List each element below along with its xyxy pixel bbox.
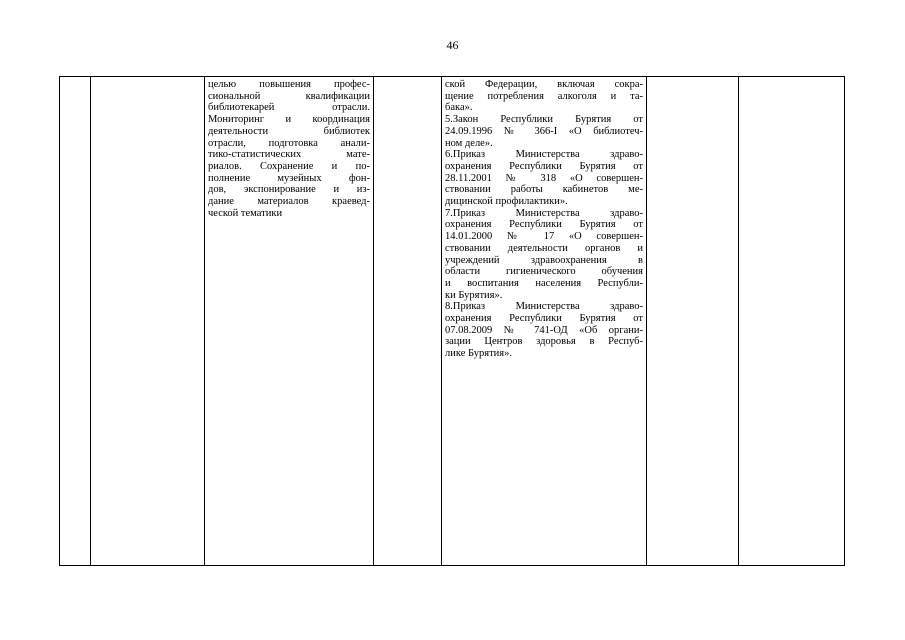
text-line: щение потребления алкоголя и та- — [445, 90, 643, 102]
description-lines — [208, 79, 370, 219]
text-line: 8.Приказ Министерства здраво- — [445, 301, 643, 313]
text-line: учреждений здравоохранения в — [445, 254, 643, 266]
text-line: области гигиенического обучения — [445, 266, 643, 278]
table-row — [60, 77, 845, 566]
text-line: 28.11.2001 № 318 «О совершен- — [445, 172, 643, 184]
text-line: 7.Приказ Министерства здраво- — [445, 207, 643, 219]
text-line: охранения Республики Бурятия от — [445, 313, 643, 325]
text-line: сиональной квалификации — [208, 90, 370, 102]
text-line: ном деле». — [445, 137, 493, 149]
text-line: бака». — [445, 102, 473, 114]
text-line: 14.01.2000 № 17 «О совершен- — [445, 231, 643, 243]
text-line: ствовании деятельности органов и — [445, 242, 643, 254]
text-line: лике Бурятия». — [445, 348, 512, 360]
text-line: 6.Приказ Министерства здраво- — [445, 149, 643, 161]
table-cell-col6 — [647, 77, 739, 566]
text-line: 5.Закон Республики Бурятия от — [445, 114, 643, 126]
text-line: библиотекарей отрасли. — [208, 102, 370, 114]
document-table — [59, 76, 845, 566]
text-line: отрасли, подготовка анали- — [208, 137, 370, 149]
text-line: и воспитания населения Республи- — [445, 277, 643, 289]
text-line: полнение музейных фон- — [208, 172, 370, 184]
text-line: 24.09.1996 № 366-I «О библиотеч- — [445, 125, 643, 137]
text-line: ческой тематики — [208, 207, 283, 219]
text-line: Мониторинг и координация — [208, 114, 370, 126]
table-cell-legal-basis — [442, 77, 647, 566]
text-line: деятельности библиотек — [208, 125, 370, 137]
table-cell-col2 — [91, 77, 205, 566]
text-line: целью повышения профес- — [208, 79, 370, 90]
text-line: охранения Республики Бурятия от — [445, 219, 643, 231]
text-line: тико-статистических мате- — [208, 149, 370, 161]
text-line: дов, экспонирование и из- — [208, 184, 370, 196]
table-cell-description — [205, 77, 374, 566]
table-cell-col1 — [60, 77, 91, 566]
text-line: риалов. Сохранение и по- — [208, 160, 370, 172]
table-cell-col7 — [739, 77, 845, 566]
text-line: ки Бурятия». — [445, 289, 503, 301]
text-line: дание материалов краевед- — [208, 196, 370, 208]
text-line: ствовании работы кабинетов ме- — [445, 184, 643, 196]
table-cell-col4 — [374, 77, 442, 566]
text-line: 07.08.2009 № 741-ОД «Об органи- — [445, 324, 643, 336]
text-line: ской Федерации, включая сокра- — [445, 79, 643, 90]
legal-basis-lines — [445, 79, 643, 360]
text-line: охранения Республики Бурятия от — [445, 160, 643, 172]
text-line: дицинской профилактики». — [445, 196, 568, 208]
text-line: зации Центров здоровья в Респуб- — [445, 336, 643, 348]
page-number: 46 — [446, 38, 459, 52]
